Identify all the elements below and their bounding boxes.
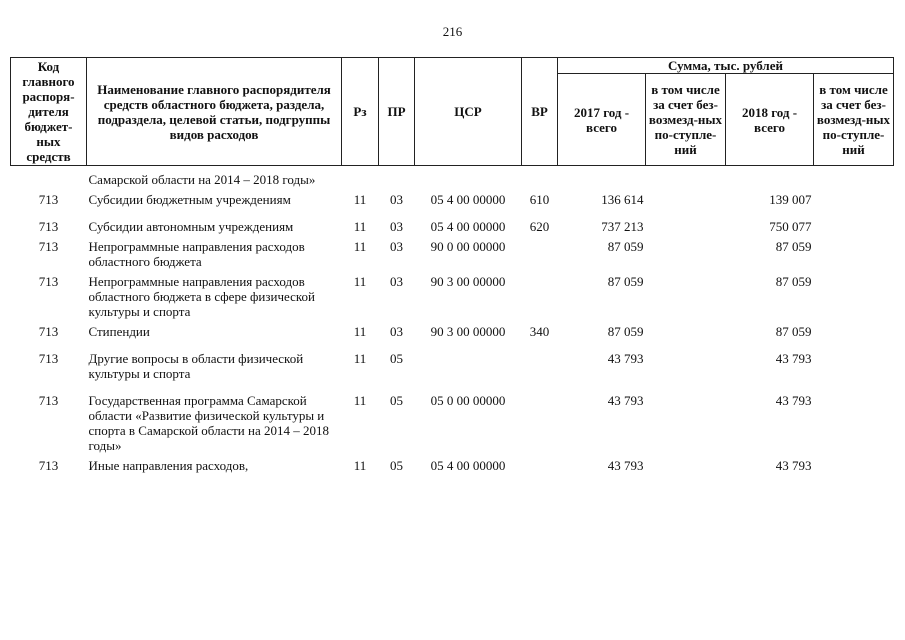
row-code: 713 [38, 219, 59, 234]
header-csr: ЦСР [415, 58, 522, 166]
row-total-2017: 87 059 [607, 239, 644, 254]
header-rz: Рз [342, 58, 379, 166]
header-pr: ПР [379, 58, 415, 166]
table-row [11, 351, 894, 393]
row-name: Другие вопросы в области физической культуры и спорта [88, 351, 304, 381]
row-name: Субсидии бюджетным учреждениям [88, 192, 291, 207]
row-pr: 05 [390, 351, 403, 366]
table-row [11, 192, 894, 219]
row-csr [415, 351, 522, 393]
row-total-2018: 87 059 [775, 239, 812, 254]
row-rz [342, 166, 379, 193]
header-vr: ВР [522, 58, 558, 166]
header-free-2017: в том числе за счет без-возмезд-ных по-ступле-ний [646, 74, 726, 166]
row-code: 713 [38, 324, 59, 339]
row-vr [522, 393, 558, 458]
row-free-2017 [646, 351, 726, 393]
row-rz: 11 [353, 274, 367, 289]
row-total-2017: 43 793 [607, 393, 644, 408]
row-rz: 11 [353, 239, 367, 254]
header-sum: Сумма, тыс. рублей [558, 58, 894, 74]
row-code: 713 [38, 351, 59, 366]
row-code: 713 [38, 192, 59, 207]
header-total-2018: 2018 год - всего [726, 74, 814, 166]
row-pr: 03 [390, 274, 403, 289]
row-free-2017 [646, 166, 726, 193]
table-header [11, 58, 894, 166]
row-total-2017: 43 793 [607, 351, 644, 366]
row-vr: 620 [529, 219, 550, 234]
row-free-2017 [646, 324, 726, 351]
table-row [11, 274, 894, 324]
row-total-2018: 43 793 [775, 458, 812, 473]
row-total-2018 [726, 166, 814, 193]
table-row [11, 458, 894, 473]
row-free-2017 [646, 393, 726, 458]
row-free-2018 [814, 219, 894, 239]
row-free-2018 [814, 166, 894, 193]
table-row [11, 166, 894, 193]
row-pr [379, 166, 415, 193]
table-body [11, 166, 894, 474]
table-row [11, 239, 894, 274]
table-row [11, 393, 894, 458]
row-pr: 03 [390, 239, 403, 254]
row-vr [522, 239, 558, 274]
row-total-2018: 43 793 [775, 351, 812, 366]
row-pr: 03 [390, 192, 403, 207]
header-total-2017: 2017 год - всего [558, 74, 646, 166]
row-code: 713 [38, 393, 59, 408]
row-pr: 03 [390, 219, 403, 234]
row-free-2017 [646, 239, 726, 274]
row-total-2017: 737 213 [601, 219, 644, 234]
row-code: 713 [38, 274, 59, 289]
row-csr: 05 4 00 00000 [430, 458, 506, 473]
row-csr: 05 0 00 00000 [430, 393, 506, 408]
row-name: Непрограммные направления расходов областного бюджета [88, 239, 305, 269]
table-row [11, 324, 894, 351]
row-free-2017 [646, 274, 726, 324]
header-code: Код главного распоря-дителя бюджет-ных средств [11, 58, 87, 166]
row-total-2017: 136 614 [601, 192, 644, 207]
row-total-2018: 750 077 [769, 219, 812, 234]
budget-table [10, 57, 894, 473]
row-vr [522, 166, 558, 193]
row-free-2017 [646, 458, 726, 473]
row-name: Непрограммные направления расходов областного бюджета в сфере физической культуры и спорта [88, 274, 315, 319]
row-csr [415, 166, 522, 193]
row-vr [522, 351, 558, 393]
row-free-2018 [814, 351, 894, 393]
row-total-2017: 43 793 [607, 458, 644, 473]
row-vr: 340 [529, 324, 550, 339]
page-number: 216 [442, 24, 463, 39]
row-pr: 05 [390, 393, 403, 408]
row-free-2018 [814, 239, 894, 274]
row-total-2018: 87 059 [775, 324, 812, 339]
row-name: Субсидии автономным учреждениям [88, 219, 294, 234]
row-rz: 11 [353, 351, 367, 366]
row-code: 713 [38, 239, 59, 254]
row-csr: 90 3 00 00000 [430, 274, 506, 289]
row-rz: 11 [353, 324, 367, 339]
row-pr: 05 [390, 458, 403, 473]
header-free-2018: в том числе за счет без-возмезд-ных по-ступле-ний [814, 74, 894, 166]
row-total-2018: 43 793 [775, 393, 812, 408]
row-vr [522, 458, 558, 473]
row-vr: 610 [529, 192, 550, 207]
row-total-2018: 87 059 [775, 274, 812, 289]
header-name: Наименование главного распорядителя средств областного бюджета, раздела, подраздела, целевой статьи, подгруппы видов расходов [87, 58, 342, 166]
row-free-2018 [814, 458, 894, 473]
row-csr: 90 3 00 00000 [430, 324, 506, 339]
row-total-2017: 87 059 [607, 324, 644, 339]
row-name: Самарской области на 2014 – 2018 годы» [88, 172, 316, 187]
row-code: 713 [38, 458, 59, 473]
row-free-2018 [814, 274, 894, 324]
row-rz: 11 [353, 219, 367, 234]
row-free-2017 [646, 219, 726, 239]
row-free-2018 [814, 324, 894, 351]
row-name: Стипендии [88, 324, 150, 339]
row-csr: 90 0 00 00000 [430, 239, 506, 254]
row-rz: 11 [353, 192, 367, 207]
row-name: Иные направления расходов, [88, 458, 249, 473]
row-code [11, 166, 87, 193]
row-name: Государственная программа Самарской области «Развитие физической культуры и спорта в Самарской области на 2014 – 2018 годы» [88, 393, 329, 453]
row-free-2018 [814, 393, 894, 458]
row-csr: 05 4 00 00000 [430, 219, 506, 234]
row-vr [522, 274, 558, 324]
row-rz: 11 [353, 393, 367, 408]
row-total-2017: 87 059 [607, 274, 644, 289]
row-free-2017 [646, 192, 726, 219]
row-total-2018: 139 007 [769, 192, 812, 207]
row-total-2017 [558, 166, 646, 193]
table-row [11, 219, 894, 239]
row-csr: 05 4 00 00000 [430, 192, 506, 207]
row-pr: 03 [390, 324, 403, 339]
row-free-2018 [814, 192, 894, 219]
row-rz: 11 [353, 458, 367, 473]
